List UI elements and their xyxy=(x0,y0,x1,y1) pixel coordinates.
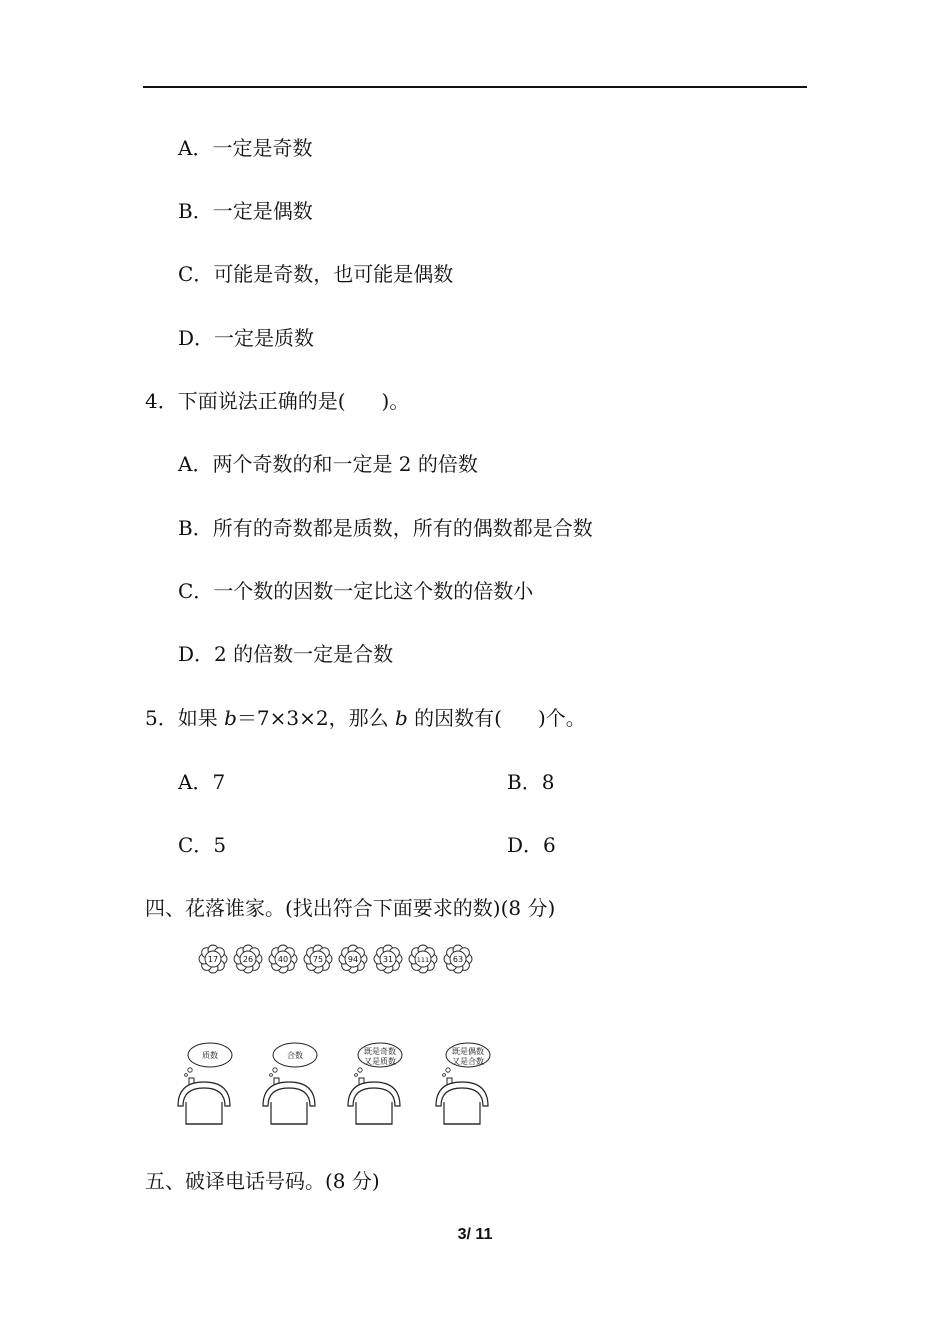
flower-row xyxy=(196,940,486,980)
flower-number-17 xyxy=(199,945,227,973)
svg-text:26: 26 xyxy=(242,955,254,964)
svg-text:31: 31 xyxy=(382,955,394,964)
svg-text:既是奇数: 既是奇数 xyxy=(364,1047,396,1056)
q4-option-a: A．两个奇数的和一定是 2 的倍数 xyxy=(178,452,478,476)
house-2 xyxy=(263,1043,317,1124)
flower-number-75 xyxy=(304,945,332,973)
svg-text:又是质数: 又是质数 xyxy=(364,1057,396,1066)
svg-text:63: 63 xyxy=(452,955,464,964)
section-4-title: 四、花落谁家。(找出符合下面要求的数)(8 分) xyxy=(145,896,556,920)
svg-text:94: 94 xyxy=(347,955,359,964)
q4-stem: 4．下面说法正确的是( )。 xyxy=(145,389,410,413)
house-row xyxy=(172,1040,512,1130)
header-rule xyxy=(143,86,807,88)
svg-text:既是偶数: 既是偶数 xyxy=(452,1047,484,1056)
flower-number-31 xyxy=(374,945,402,973)
flower-number-94 xyxy=(339,945,367,973)
q3-option-c: C．可能是奇数，也可能是偶数 xyxy=(178,262,454,286)
svg-text:40: 40 xyxy=(277,955,289,964)
flower-number-111 xyxy=(409,945,437,973)
q5-option-c: C．5 xyxy=(178,833,227,857)
svg-text:17: 17 xyxy=(207,955,219,964)
svg-text:75: 75 xyxy=(312,955,324,964)
svg-text:又是合数: 又是合数 xyxy=(452,1057,484,1066)
q5-stem: 5．如果 b＝7×3×2，那么 b 的因数有( )个。 xyxy=(145,706,586,730)
q3-option-b: B．一定是偶数 xyxy=(178,199,313,223)
q3-option-a: A．一定是奇数 xyxy=(178,136,313,160)
q4-option-c: C．一个数的因数一定比这个数的倍数小 xyxy=(178,579,534,603)
q5-option-a: A．7 xyxy=(178,770,226,794)
house-1 xyxy=(178,1043,232,1124)
svg-text:合数: 合数 xyxy=(287,1051,303,1060)
house-4 xyxy=(436,1043,490,1124)
q5-option-d: D．6 xyxy=(507,833,556,857)
flower-number-63 xyxy=(444,945,472,973)
svg-text:质数: 质数 xyxy=(202,1051,218,1060)
house-3 xyxy=(348,1043,402,1124)
page-number: 3/ 11 xyxy=(457,1226,493,1243)
section-5-title: 五、破译电话号码。(8 分) xyxy=(145,1169,380,1193)
flower-number-40 xyxy=(269,945,297,973)
q4-option-d: D．2 的倍数一定是合数 xyxy=(178,642,394,666)
flower-number-26 xyxy=(234,945,262,973)
q4-option-b: B．所有的奇数都是质数，所有的偶数都是合数 xyxy=(178,516,593,540)
svg-text:111: 111 xyxy=(416,956,430,964)
q5-option-b: B．8 xyxy=(507,770,555,794)
q3-option-d: D．一定是质数 xyxy=(178,326,315,350)
